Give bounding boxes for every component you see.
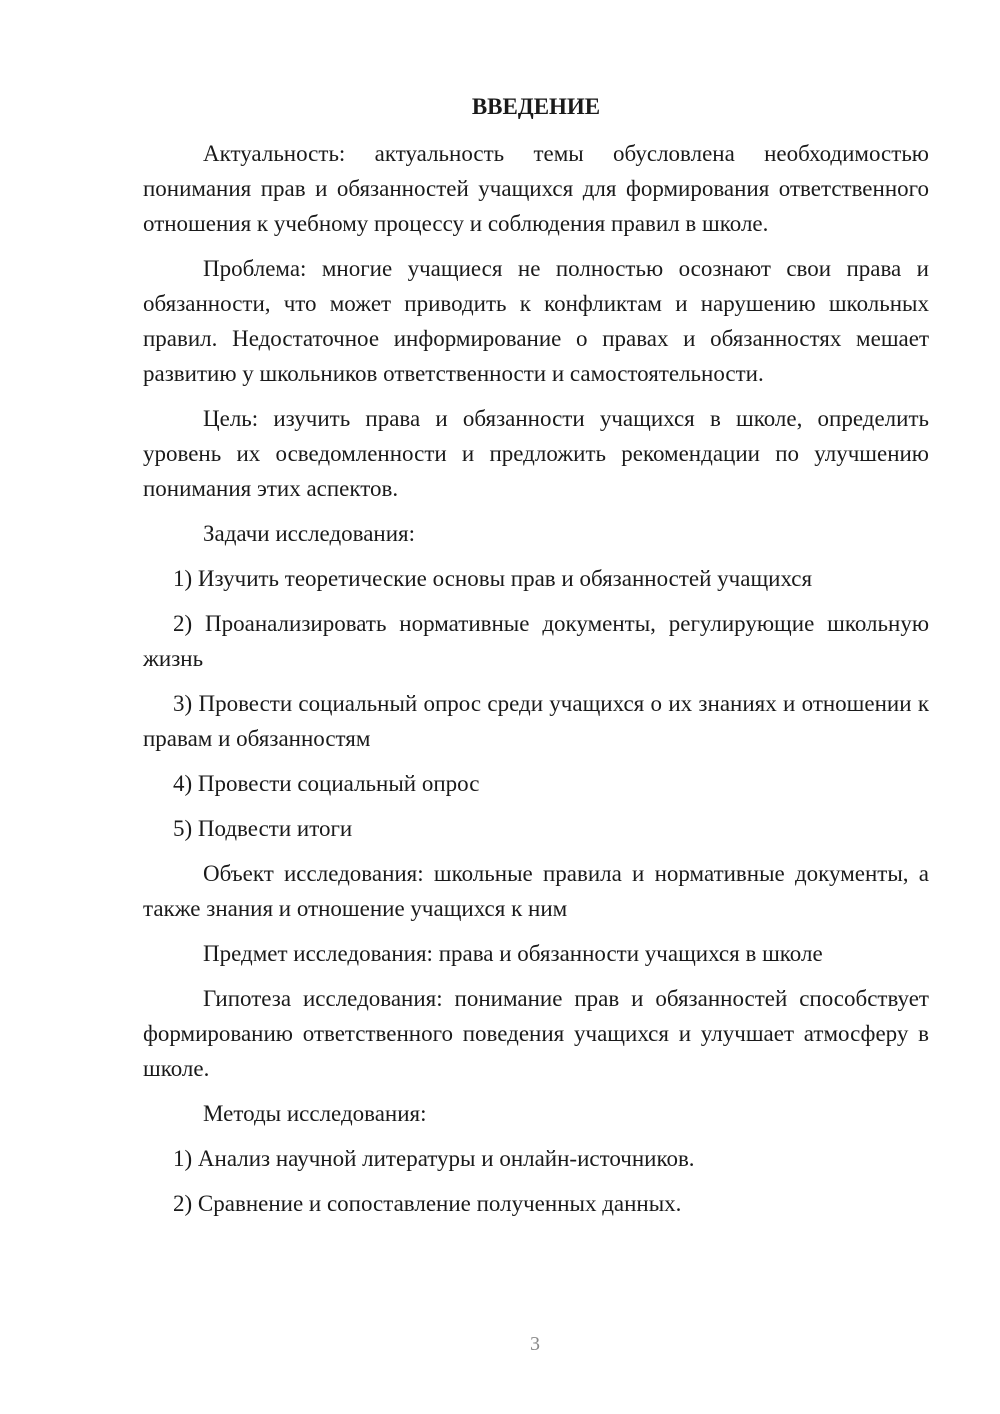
task-item-5: 5) Подвести итоги: [173, 816, 353, 841]
paragraph-hypothesis: Гипотеза исследования: понимание прав и обязанностей способствует формированию ответственного поведения учащихся и улучшает атмосферу в школе.: [143, 986, 929, 1081]
methods-heading: Методы исследования:: [203, 1101, 427, 1126]
task-item-1: 1) Изучить теоретические основы прав и обязанностей учащихся: [173, 566, 813, 591]
method-item-1: 1) Анализ научной литературы и онлайн-источников.: [173, 1146, 695, 1171]
paragraph-problem: Проблема: многие учащиеся не полностью осознают свои права и обязанности, что может приводить к конфликтам и нарушению школьных правил. Недостаточное информирование о правах и обязанностях мешает развитию у школьников ответственности и самостоятельности.: [143, 256, 929, 386]
paragraph-subject: Предмет исследования: права и обязанности учащихся в школе: [203, 941, 823, 966]
paragraph-goal: Цель: изучить права и обязанности учащихся в школе, определить уровень их осведомленности и предложить рекомендации по улучшению понимания этих аспектов.: [143, 406, 929, 501]
page-number: 3: [530, 1333, 540, 1355]
paragraph-relevance: Актуальность: актуальность темы обусловлена необходимостью понимания прав и обязанностей учащихся для формирования ответственного отношения к учебному процессу и соблюдения правил в школе.: [143, 141, 929, 236]
paragraph-object: Объект исследования: школьные правила и нормативные документы, а также знания и отношение учащихся к ним: [143, 861, 929, 921]
section-title: ВВЕДЕНИЕ: [471, 94, 601, 119]
tasks-heading: Задачи исследования:: [203, 521, 416, 546]
task-item-4: 4) Провести социальный опрос: [173, 771, 480, 796]
method-item-2: 2) Сравнение и сопоставление полученных данных.: [173, 1191, 682, 1216]
task-item-3: 3) Провести социальный опрос среди учащихся о их знаниях и отношении к правам и обязанностям: [143, 691, 929, 751]
task-item-2: 2) Проанализировать нормативные документы, регулирующие школьную жизнь: [143, 611, 929, 671]
document-page: [143, 92, 929, 1231]
